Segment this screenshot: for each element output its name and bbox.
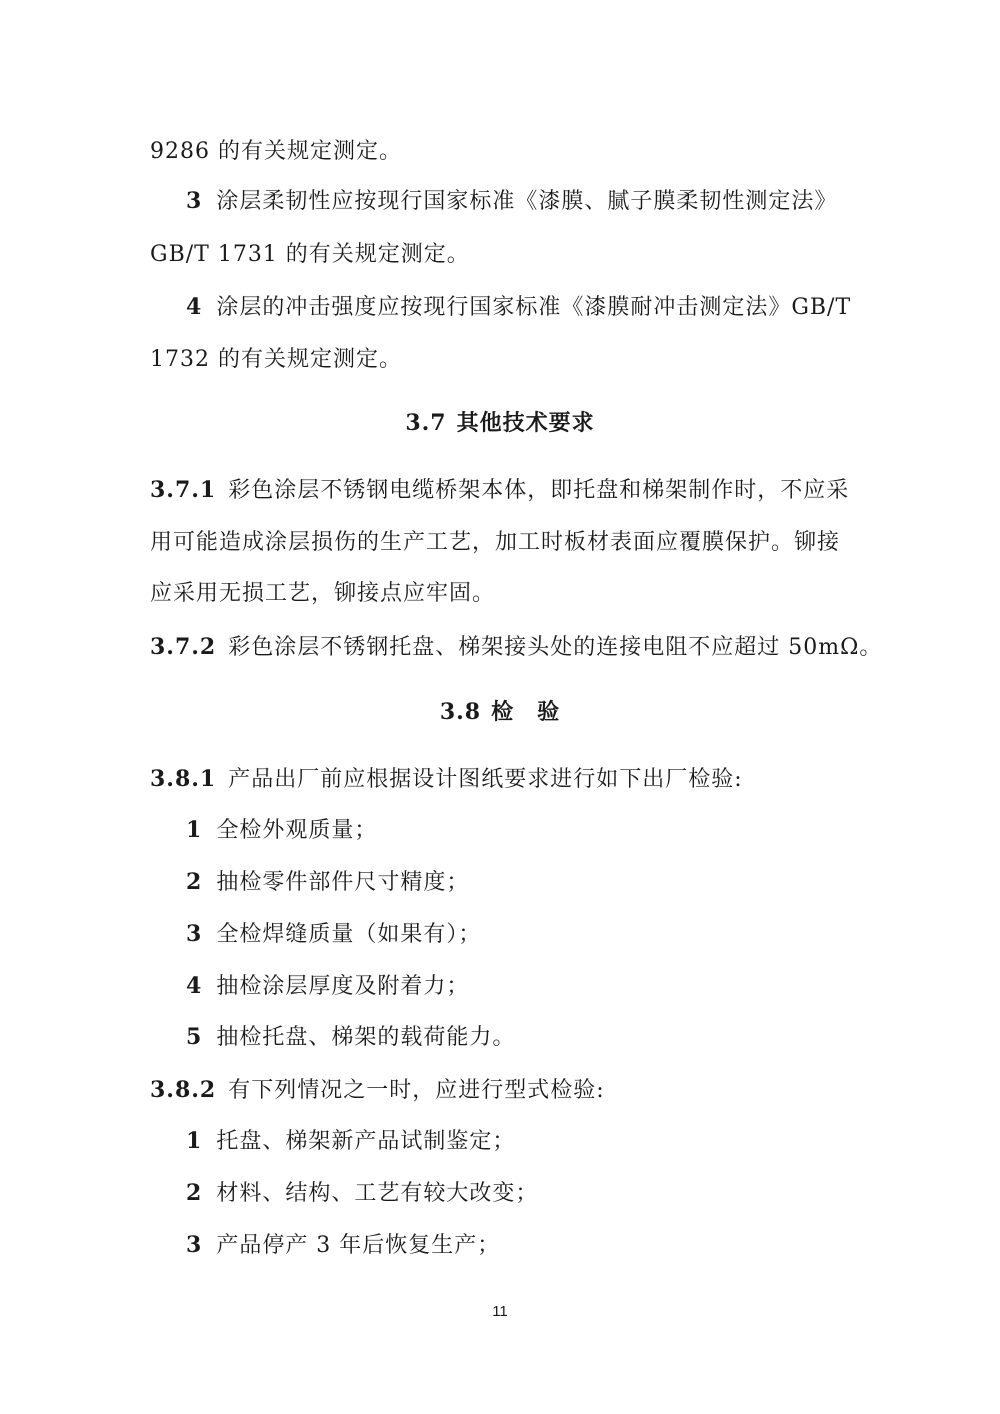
item-text: 涂层柔韧性应按现行国家标准《漆膜、腻子膜柔韧性测定法》	[216, 189, 838, 214]
list-item	[186, 1230, 850, 1261]
clause-text: 彩色涂层不锈钢托盘、梯架接头处的连接电阻不应超过 50mΩ。	[228, 635, 883, 660]
page-number: 11	[492, 1303, 508, 1320]
item-number: 3	[186, 1232, 203, 1258]
item-number: 4	[186, 294, 203, 320]
paragraph-line: GB/T 1731 的有关规定测定。	[150, 242, 470, 267]
clause-number: 3.8.1	[150, 766, 217, 792]
list-item	[186, 292, 850, 323]
item-text: 抽检零件部件尺寸精度；	[216, 870, 470, 895]
list-item	[186, 1178, 850, 1209]
list-item	[186, 1126, 850, 1157]
item-text: 材料、结构、工艺有较大改变；	[216, 1181, 539, 1206]
paragraph-line: 1732 的有关规定测定。	[150, 347, 402, 372]
list-item	[186, 186, 850, 217]
item-text: 全检焊缝质量（如果有）；	[216, 922, 482, 947]
item-text: 全检外观质量；	[216, 818, 378, 843]
item-number: 2	[186, 869, 203, 895]
item-text: 产品停产 3 年后恢复生产；	[216, 1233, 501, 1258]
paragraph-line: 应采用无损工艺，铆接点应牢固。	[150, 581, 496, 606]
clause-text: 有下列情况之一时，应进行型式检验:	[228, 1078, 605, 1103]
paragraph-line: 9286 的有关规定测定。	[150, 139, 402, 164]
list-item	[186, 867, 850, 898]
item-number: 1	[186, 1128, 203, 1154]
list-item	[186, 919, 850, 950]
item-number: 4	[186, 973, 203, 999]
section-heading	[150, 697, 850, 727]
item-number: 3	[186, 921, 203, 947]
clause-number: 3.7.2	[150, 634, 217, 660]
clause-number: 3.7.1	[150, 477, 217, 503]
clause	[150, 632, 883, 663]
clause-text: 彩色涂层不锈钢电缆桥架本体，即托盘和梯架制作时，不应采	[228, 478, 850, 503]
item-number: 2	[186, 1180, 203, 1206]
item-number: 3	[186, 188, 203, 214]
list-item	[186, 1022, 850, 1053]
paragraph-line: 用可能造成涂层损伤的生产工艺，加工时板材表面应覆膜保护。铆接	[150, 530, 841, 555]
clause	[150, 475, 850, 506]
clause-text: 产品出厂前应根据设计图纸要求进行如下出厂检验:	[228, 767, 743, 792]
item-text: 涂层的冲击强度应按现行国家标准《漆膜耐冲击测定法》GB/T	[216, 295, 852, 320]
section-heading	[150, 408, 850, 438]
clause-number: 3.8.2	[150, 1077, 217, 1103]
item-text: 抽检涂层厚度及附着力；	[216, 974, 470, 999]
list-item	[186, 815, 850, 846]
item-number: 5	[186, 1024, 203, 1050]
item-text: 托盘、梯架新产品试制鉴定；	[216, 1129, 516, 1154]
section-number: 3.8	[439, 699, 482, 725]
clause	[150, 764, 850, 795]
item-number: 1	[186, 817, 203, 843]
clause	[150, 1075, 850, 1106]
list-item	[186, 971, 850, 1002]
section-title: 检 验	[491, 699, 561, 725]
section-title: 其他技术要求	[456, 410, 595, 436]
item-text: 抽检托盘、梯架的载荷能力。	[216, 1025, 516, 1050]
section-number: 3.7	[405, 410, 447, 436]
